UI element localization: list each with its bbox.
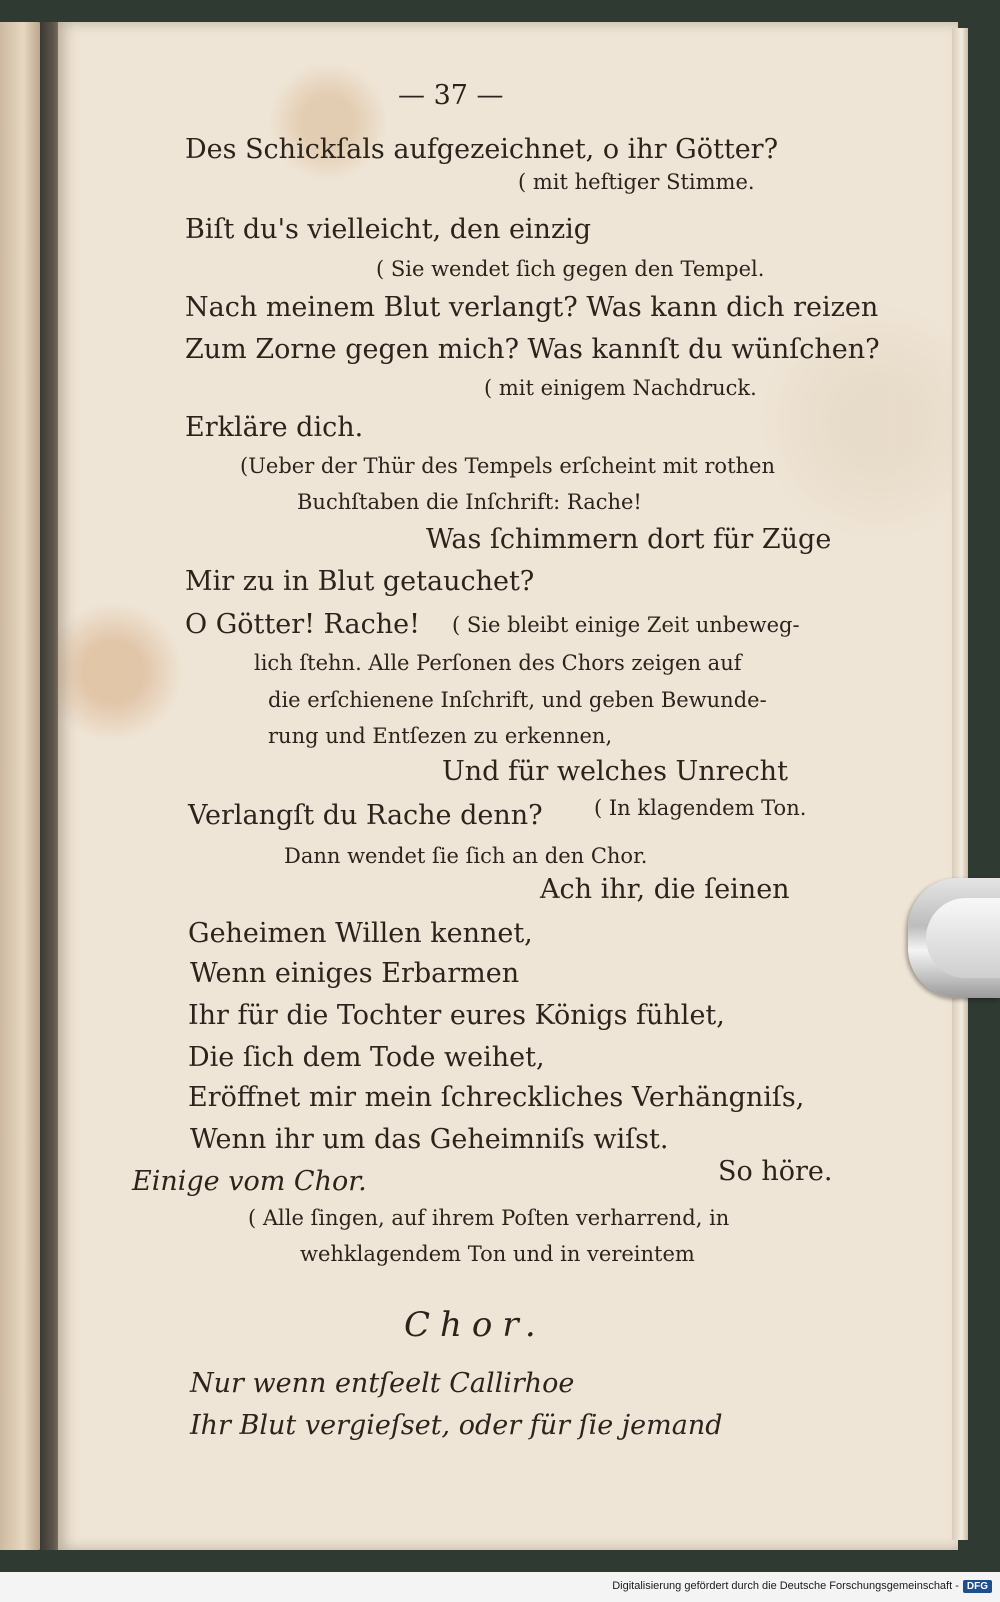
stage-direction: die erſchienene Inſchrift, und geben Bewunde- <box>268 688 767 712</box>
previous-page-edge <box>0 22 42 1550</box>
verse-line: Wenn einiges Erbarmen <box>190 958 520 989</box>
stage-direction: ( Sie wendet ſich gegen den Tempel. <box>376 257 765 281</box>
verse-line: Und für welches Unrecht <box>442 756 788 787</box>
verse-line: Zum Zorne gegen mich? Was kannſt du wünſchen? <box>185 334 880 365</box>
verse-line: Nach meinem Blut verlangt? Was kann dich reizen <box>185 292 879 323</box>
verse-line: Biſt du's vielleicht, den einzig <box>185 214 592 245</box>
section-heading: Chor. <box>404 1305 546 1345</box>
verse-line: Die ſich dem Tode weihet, <box>188 1042 545 1073</box>
verse-line: Wenn ihr um das Geheimniſs wiſst. <box>190 1124 669 1155</box>
verse-line: Was ſchimmern dort für Züge <box>426 524 832 555</box>
stage-direction: ( In klagendem Ton. <box>594 796 807 820</box>
verse-line: Erkläre dich. <box>185 412 364 443</box>
verse-line: O Götter! Rache! <box>185 609 420 640</box>
verse-line: Geheimen Willen kennet, <box>188 918 533 949</box>
stage-direction: Dann wendet ſie ſich an den Chor. <box>284 844 648 868</box>
verse-line: Ihr Blut vergieſset, oder für ſie jemand <box>190 1410 723 1441</box>
stage-direction: ( Alle ſingen, auf ihrem Poſten verharrend, in <box>248 1206 730 1230</box>
stage-direction: lich ſtehn. Alle Perſonen des Chors zeigen auf <box>254 651 742 675</box>
stage-direction: ( Sie bleibt einige Zeit unbeweg- <box>452 613 800 637</box>
stage-direction: rung und Entſezen zu erkennen, <box>268 724 613 748</box>
page-stack-edge <box>952 28 968 1540</box>
page-number: — 37 — <box>398 80 504 111</box>
dfg-logo: DFG <box>963 1580 992 1593</box>
verse-line: So höre. <box>718 1156 833 1187</box>
stage-direction: ( mit einigem Nachdruck. <box>484 376 757 400</box>
funding-credit <box>612 1574 992 1598</box>
stage-direction: wehklagendem Ton und in vereintem <box>300 1242 695 1266</box>
stage-direction: Buchſtaben die Inſchrift: Rache! <box>297 490 642 514</box>
stage-direction: ( mit heftiger Stimme. <box>518 170 755 194</box>
funding-text: Digitalisierung gefördert durch die Deutsche Forschungsgemeinschaft - <box>612 1580 959 1592</box>
stage-direction: (Ueber der Thür des Tempels erſcheint mit rothen <box>240 454 775 478</box>
verse-line: Des Schickſals aufgezeichnet, o ihr Götter? <box>185 134 779 165</box>
verse-line: Mir zu in Blut getauchet? <box>185 566 535 597</box>
verse-line: Eröffnet mir mein ſchreckliches Verhängniſs, <box>188 1082 805 1113</box>
page-clip-icon <box>908 878 1000 998</box>
verse-line: Ihr für die Tochter eures Königs fühlet, <box>188 1000 725 1031</box>
verse-line: Nur wenn entſeelt Callirhoe <box>190 1368 575 1399</box>
verse-line: Ach ihr, die ſeinen <box>540 874 790 905</box>
speaker-label: Einige vom Chor. <box>132 1166 367 1197</box>
verse-line: Verlangſt du Rache denn? <box>188 800 543 831</box>
